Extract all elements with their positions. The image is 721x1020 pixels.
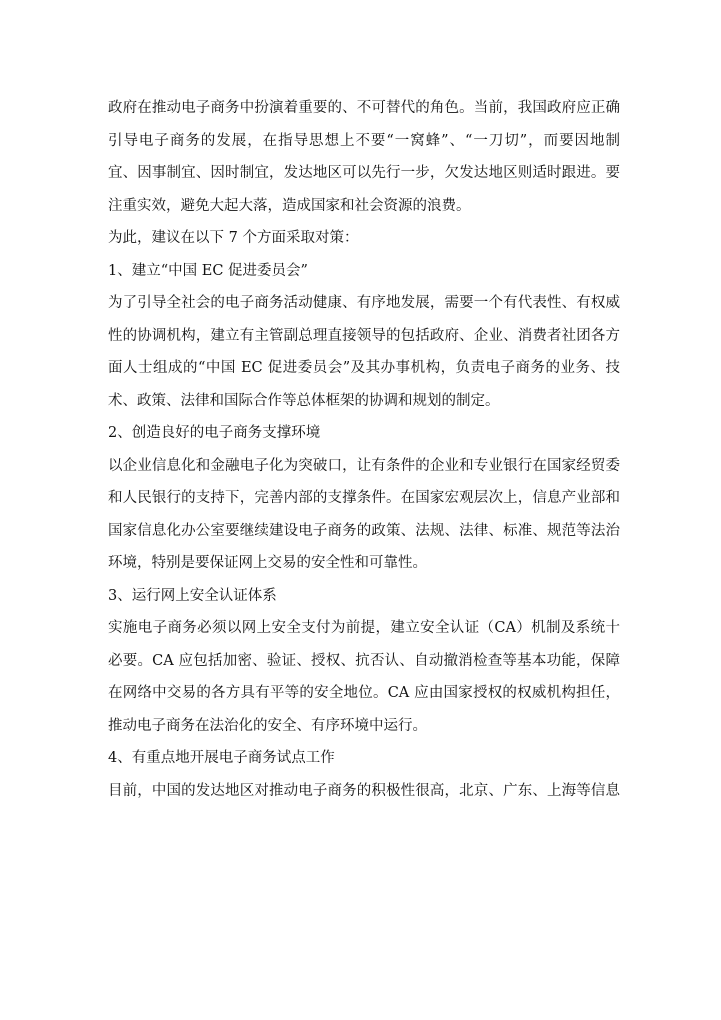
text-line: 引导电子商务的发展，在指导思想上不要“一窝蜂”、“一刀切”，而要因地制: [108, 132, 620, 149]
text-line: 为了引导全社会的电子商务活动健康、有序地发展，需要一个有代表性、有权威: [108, 295, 620, 311]
text-line: 注重实效，避免大起大落，造成国家和社会资源的浪费。: [108, 197, 471, 214]
text-line: 术、政策、法律和国际合作等总体框架的协调和规划的制定。: [108, 392, 500, 409]
text-line: 3、运行网上安全认证体系: [108, 587, 277, 604]
text-line: 4、有重点地开展电子商务试点工作: [108, 750, 335, 766]
text-line: 在网络中交易的各方具有平等的安全地位。CA 应由国家授权的权威机构担任，: [108, 685, 620, 701]
text-line: 为此，建议在以下 7 个方面采取对策：: [108, 230, 359, 246]
text-line: 和人民银行的支持下，完善内部的支撑条件。在国家宏观层次上，信息产业部和: [108, 490, 620, 506]
text-line: 性的协调机构，建立有主管副总理直接领导的包括政府、企业、消费者社团各方: [108, 327, 620, 344]
text-line: 国家信息化办公室要继续建设电子商务的政策、法规、法律、标准、规范等法治: [108, 522, 620, 539]
text-line: 1、建立“中国 EC 促进委员会”: [108, 262, 308, 279]
text-line: 面人士组成的“中国 EC 促进委员会”及其办事机构，负责电子商务的业务、技: [108, 360, 620, 376]
text-line: 实施电子商务必须以网上安全支付为前提，建立安全认证（CA）机制及系统十: [108, 620, 620, 636]
text-line: 2、创造良好的电子商务支撑环境: [108, 425, 321, 441]
text-line: 宜、因事制宜、因时制宜，发达地区可以先行一步，欠发达地区则适时跟进。要: [108, 165, 620, 181]
text-line: 以企业信息化和金融电子化为突破口，让有条件的企业和专业银行在国家经贸委: [108, 457, 620, 474]
text-line: 环境，特别是要保证网上交易的安全性和可靠性。: [108, 555, 427, 571]
text-line: 推动电子商务在法治化的安全、有序环境中运行。: [108, 717, 427, 734]
text-line: 目前，中国的发达地区对推动电子商务的积极性很高，北京、广东、上海等信息: [108, 782, 620, 799]
document-body: [108, 92, 620, 807]
text-line: 必要。CA 应包括加密、验证、授权、抗否认、自动撤消检查等基本功能，保障: [108, 652, 620, 669]
text-line: 政府在推动电子商务中扮演着重要的、不可替代的角色。当前，我国政府应正确: [108, 100, 620, 116]
